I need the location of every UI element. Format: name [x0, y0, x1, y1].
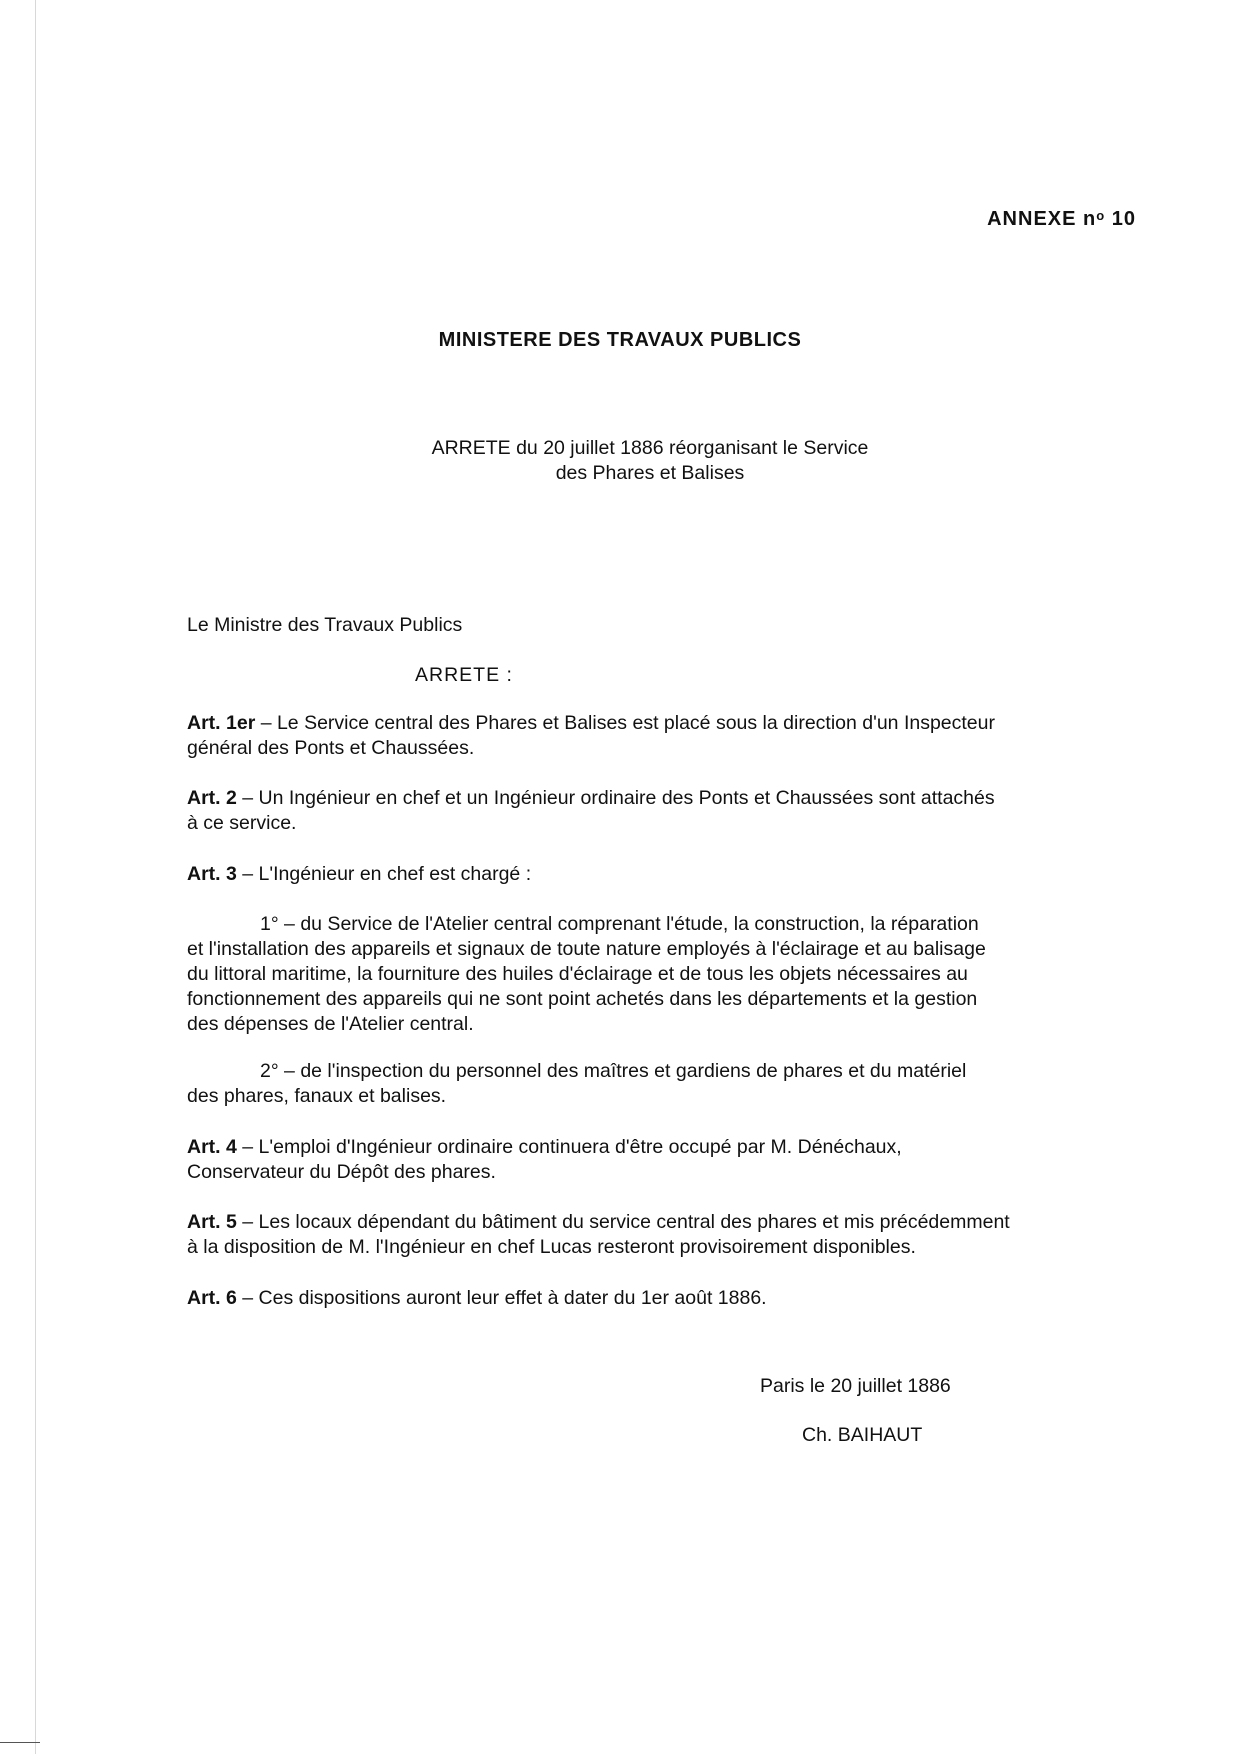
article-text: – L'emploi d'Ingénieur ordinaire continuera d'être occupé par M. Dénéchaux,: [236, 1136, 902, 1158]
article-2: [187, 786, 1147, 836]
article-3-paragraph-2: [187, 1059, 1147, 1109]
article-line: Conservateur du Dépôt des phares.: [187, 1161, 496, 1183]
signature-place-date: Paris le 20 juillet 1886: [760, 1375, 951, 1397]
annexe-value: 10: [1105, 208, 1136, 230]
paragraph-line: fonctionnement des appareils qui ne sont point achetés dans les départements et la gestion: [187, 988, 978, 1010]
article-line: [187, 1210, 1147, 1235]
arrete-heading: ARRETE :: [415, 664, 513, 686]
paragraph-line: des phares, fanaux et balises.: [187, 1085, 447, 1107]
paragraph-line: du littoral maritime, la fourniture des huiles d'éclairage et de tous les objets nécessaires au: [187, 963, 968, 985]
scan-margin-line: [35, 0, 36, 1754]
article-label: Art. 5: [187, 1211, 237, 1233]
ministry-heading: MINISTERE DES TRAVAUX PUBLICS: [438, 329, 802, 351]
article-line: [187, 786, 1147, 811]
article-text: – Les locaux dépendant du bâtiment du service central des phares et mis précédemment: [236, 1211, 1010, 1233]
article-label: Art. 2: [187, 787, 237, 809]
signatory-name: Ch. BAIHAUT: [802, 1424, 923, 1446]
article-text: – Le Service central des Phares et Balises est placé sous la direction d'un Inspecteur: [255, 712, 995, 734]
article-line: à ce service.: [187, 812, 297, 834]
article-text: – Ces dispositions auront leur effet à dater du 1er août 1886.: [236, 1287, 767, 1309]
article-line: [187, 862, 1147, 887]
decree-title-line: des Phares et Balises: [555, 462, 745, 484]
annexe-superscript: o: [1096, 208, 1106, 223]
scan-corner-mark: [0, 1742, 40, 1743]
article-label: Art. 3: [187, 863, 237, 885]
article-line: [187, 711, 1147, 736]
annexe-label: ANNEXE n: [987, 208, 1097, 230]
article-text: – Un Ingénieur en chef et un Ingénieur ordinaire des Ponts et Chaussées sont attachés: [236, 787, 995, 809]
article-6: [187, 1286, 1147, 1311]
decree-title-line: ARRETE du 20 juillet 1886 réorganisant le Service: [431, 437, 869, 459]
paragraph-line: des dépenses de l'Atelier central.: [187, 1013, 474, 1035]
article-line: à la disposition de M. l'Ingénieur en chef Lucas resteront provisoirement disponibles.: [187, 1236, 916, 1258]
annexe-number: [987, 203, 1136, 232]
article-5: [187, 1210, 1147, 1260]
article-line: [187, 1286, 1147, 1311]
minister-line: Le Ministre des Travaux Publics: [187, 614, 463, 636]
article-label: Art. 6: [187, 1287, 237, 1309]
paragraph-line: et l'installation des appareils et signaux de toute nature employés à l'éclairage et au balisage: [187, 938, 986, 960]
article-4: [187, 1135, 1147, 1185]
article-label: Art. 4: [187, 1136, 237, 1158]
article-line: [187, 1135, 1147, 1160]
article-line: général des Ponts et Chaussées.: [187, 737, 475, 759]
article-3-paragraph-1: [187, 912, 1147, 1037]
paragraph-line: 1° – du Service de l'Atelier central comprenant l'étude, la construction, la réparation: [260, 913, 979, 935]
decree-title: [380, 436, 920, 486]
article-label: Art. 1er: [187, 712, 256, 734]
article-1: [187, 711, 1147, 761]
paragraph-line: 2° – de l'inspection du personnel des maîtres et gardiens de phares et du matériel: [260, 1060, 967, 1082]
article-text: – L'Ingénieur en chef est chargé :: [236, 863, 532, 885]
article-3: [187, 862, 1147, 887]
